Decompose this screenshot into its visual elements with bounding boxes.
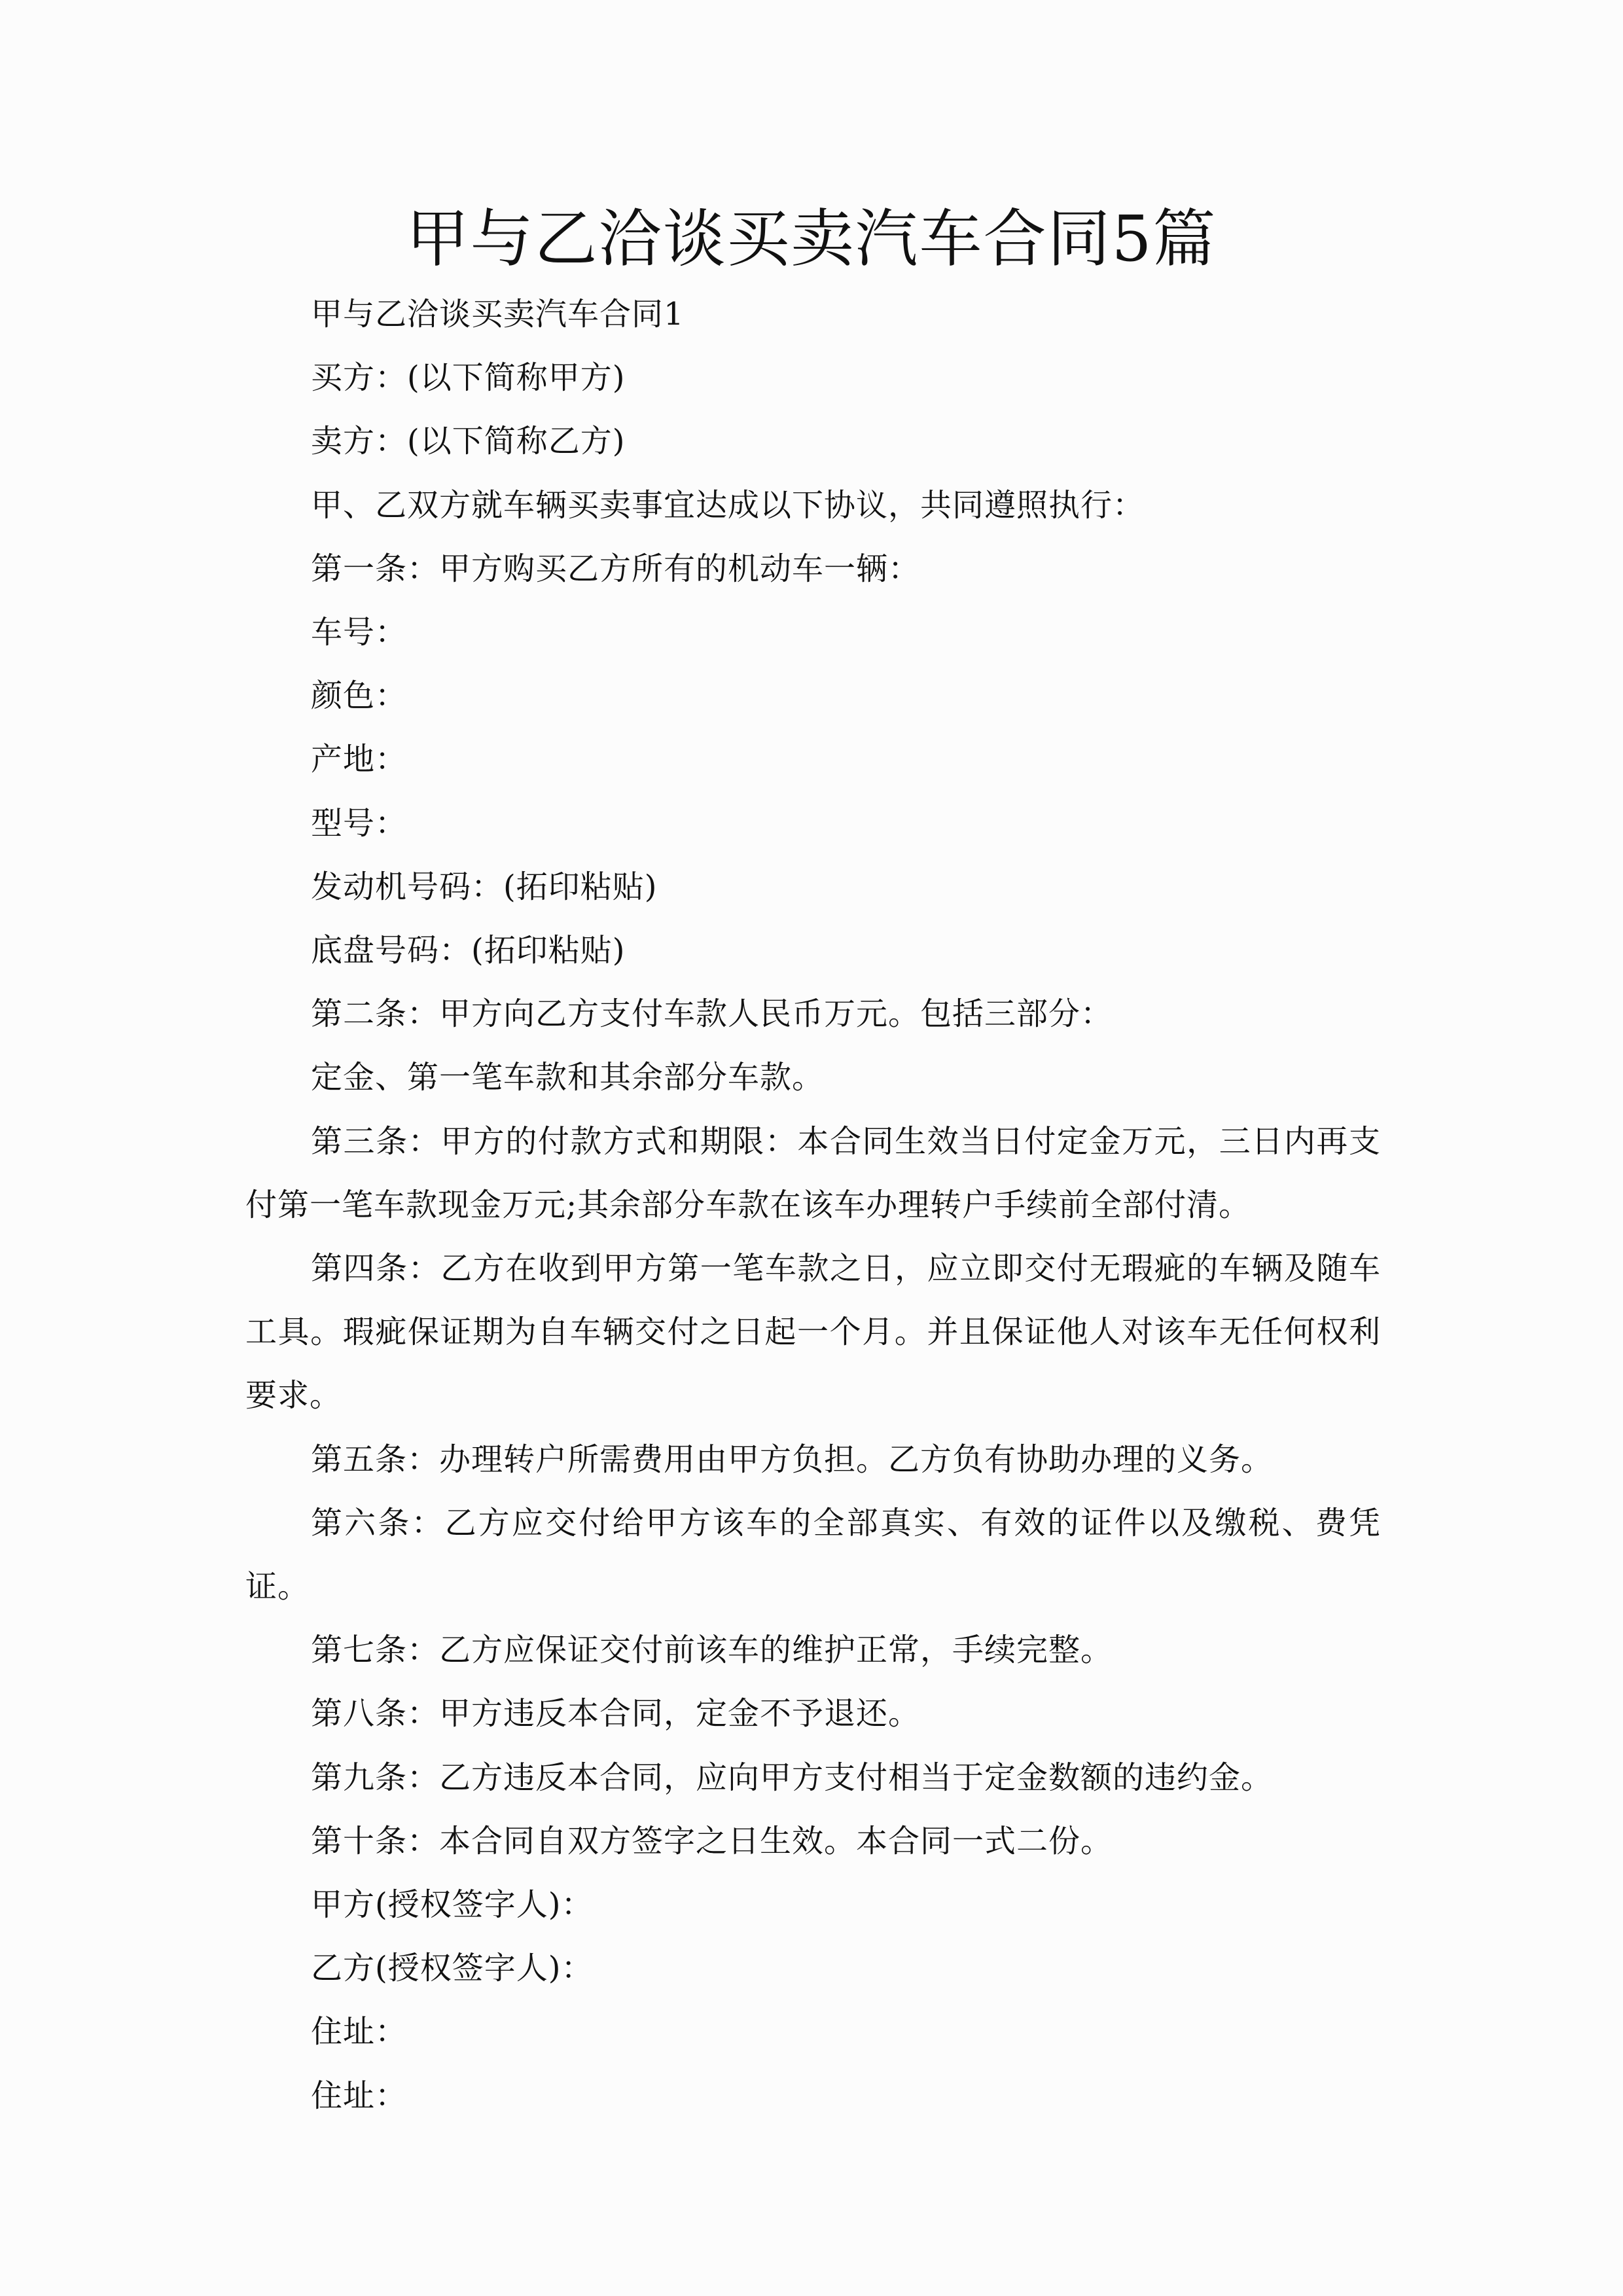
agreement-intro: 甲、乙双方就车辆买卖事宜达成以下协议，共同遵照执行：: [311, 486, 1145, 524]
field-engine-number: 发动机号码：(拓印粘贴): [311, 868, 658, 905]
article-4: 第四条：乙方在收到甲方第一笔车款之日，应立即交付无瑕疵的车辆及随车工具。瑕疵保证期为自车辆交付之日起一个月。并且保证他人对该车无任何权利要求。: [245, 1250, 1381, 1414]
article-6: 第六条：乙方应交付给甲方该车的全部真实、有效的证件以及缴税、费凭证。: [245, 1504, 1381, 1605]
field-model: 型号：: [311, 804, 408, 842]
article-7: 第七条：乙方应保证交付前该车的维护正常，手续完整。: [311, 1632, 1113, 1669]
address-line-2: 住址：: [311, 2077, 408, 2114]
article-1: 第一条：甲方购买乙方所有的机动车一辆：: [311, 550, 921, 587]
field-color: 颜色：: [311, 677, 408, 715]
article-2-detail: 定金、第一笔车款和其余部分车款。: [311, 1059, 825, 1096]
party-b-signature: 乙方(授权签字人)：: [311, 1950, 594, 1987]
article-8: 第八条：甲方违反本合同，定金不予退还。: [311, 1695, 921, 1732]
buyer-line: 买方：(以下简称甲方): [311, 359, 626, 397]
article-9: 第九条：乙方违反本合同，应向甲方支付相当于定金数额的违约金。: [311, 1759, 1274, 1796]
section-heading: 甲与乙洽谈买卖汽车合同1: [311, 296, 685, 332]
party-a-signature: 甲方(授权签字人)：: [311, 1886, 594, 1924]
document-body: [245, 283, 1381, 2128]
article-3: 第三条：甲方的付款方式和期限：本合同生效当日付定金万元，三日内再支付第一笔车款现金万元;其余部分车款在该车办理转户手续前全部付清。: [245, 1122, 1381, 1223]
document-title: 甲与乙洽谈买卖汽车合同5篇: [406, 202, 1217, 276]
field-plate-number: 车号：: [311, 614, 408, 651]
article-5: 第五条：办理转户所需费用由甲方负担。乙方负有协助办理的义务。: [311, 1441, 1274, 1478]
article-2: 第二条：甲方向乙方支付车款人民币万元。包括三部分：: [311, 996, 1113, 1033]
address-line-1: 住址：: [311, 2013, 408, 2051]
field-chassis-number: 底盘号码：(拓印粘贴): [311, 932, 626, 969]
field-origin: 产地：: [311, 741, 408, 778]
article-10: 第十条：本合同自双方签字之日生效。本合同一式二份。: [311, 1822, 1113, 1859]
seller-line: 卖方：(以下简称乙方): [311, 423, 626, 460]
